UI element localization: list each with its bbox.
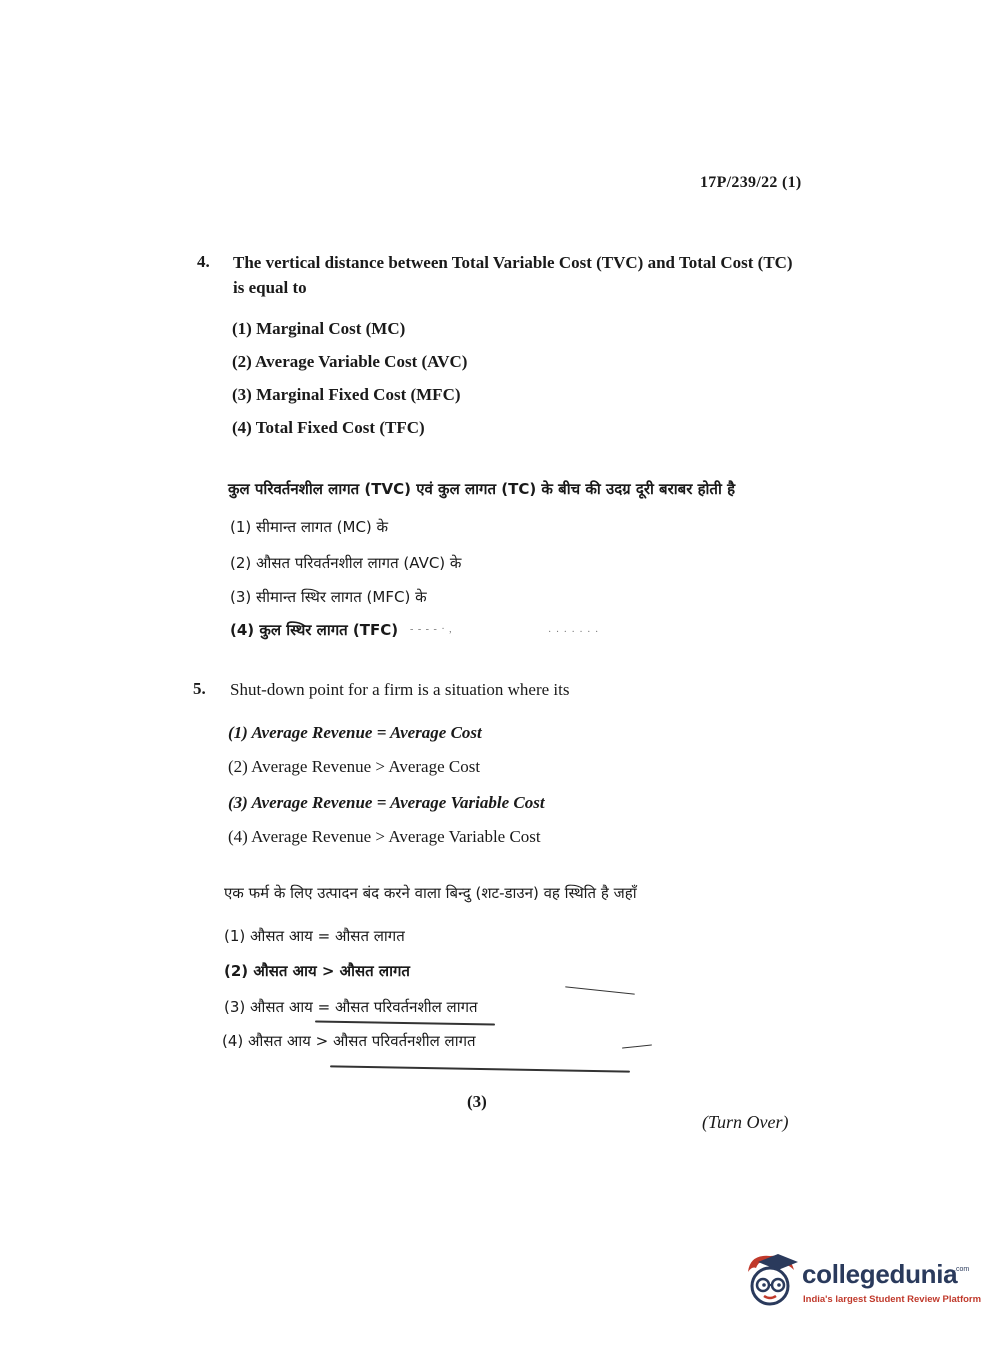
- question-4-text-line2: is equal to: [233, 278, 307, 297]
- brand-tagline: India's largest Student Review Platform: [803, 1294, 982, 1305]
- q5-option-3: (3) Average Revenue = Average Variable Cost: [228, 793, 545, 812]
- pen-stroke: [622, 1044, 652, 1048]
- scan-noise: - - - - · ,: [410, 624, 453, 635]
- page-number: (3): [467, 1092, 487, 1111]
- q5-option-3-hindi: (3) औसत आय = औसत परिवर्तनशील लागत: [224, 998, 478, 1016]
- pen-stroke: [565, 986, 635, 994]
- question-5-number: 5.: [193, 679, 206, 698]
- q5-option-2: (2) Average Revenue > Average Cost: [228, 757, 481, 776]
- question-4-text-line1: The vertical distance between Total Variable Cost (TVC) and Total Cost (TC): [233, 253, 793, 272]
- q5-option-4: (4) Average Revenue > Average Variable Cost: [228, 827, 541, 846]
- scan-noise: · · · · · · ·: [548, 627, 600, 638]
- q4-option-1: (1) Marginal Cost (MC): [232, 319, 406, 338]
- turn-over: (Turn Over): [702, 1112, 789, 1132]
- q4-option-4: (4) Total Fixed Cost (TFC): [232, 418, 425, 437]
- q5-option-4-hindi: (4) औसत आय > औसत परिवर्तनशील लागत: [222, 1032, 476, 1050]
- brand-name: collegedunia: [802, 1259, 958, 1289]
- q5-option-2-hindi: (2) औसत आय > औसत लागत: [224, 962, 410, 980]
- q4-option-3-hindi: (3) सीमान्त स्थिर लागत (MFC) के: [230, 588, 427, 606]
- pen-stroke: [330, 1065, 630, 1072]
- collegedunia-watermark: [740, 1250, 982, 1320]
- question-5-text-hindi: एक फर्म के लिए उत्पादन बंद करने वाला बिन्दु (शट-डाउन) वह स्थिति है जहाँ: [224, 884, 637, 902]
- q5-option-1: (1) Average Revenue = Average Cost: [228, 723, 482, 742]
- question-4-number: 4.: [197, 252, 210, 271]
- pen-stroke: [315, 1020, 495, 1025]
- question-5-text: Shut-down point for a firm is a situation where its: [230, 680, 570, 699]
- q4-option-2: (2) Average Variable Cost (AVC): [232, 352, 468, 371]
- q4-option-3: (3) Marginal Fixed Cost (MFC): [232, 385, 461, 404]
- question-4-text: [233, 250, 823, 300]
- q4-option-4-hindi: (4) कुल स्थिर लागत (TFC): [230, 621, 399, 639]
- q4-option-2-hindi: (2) औसत परिवर्तनशील लागत (AVC) के: [230, 554, 462, 572]
- question-4-text-hindi: कुल परिवर्तनशील लागत (TVC) एवं कुल लागत (TC) के बीच की उदग्र दूरी बराबर होती है: [228, 480, 736, 498]
- q4-option-1-hindi: (1) सीमान्त लागत (MC) के: [230, 518, 389, 536]
- q5-option-1-hindi: (1) औसत आय = औसत लागत: [224, 927, 405, 945]
- paper-code: 17P/239/22 (1): [700, 174, 802, 191]
- student-mascot-icon: [740, 1250, 800, 1320]
- brand-domain: .com: [954, 1266, 970, 1273]
